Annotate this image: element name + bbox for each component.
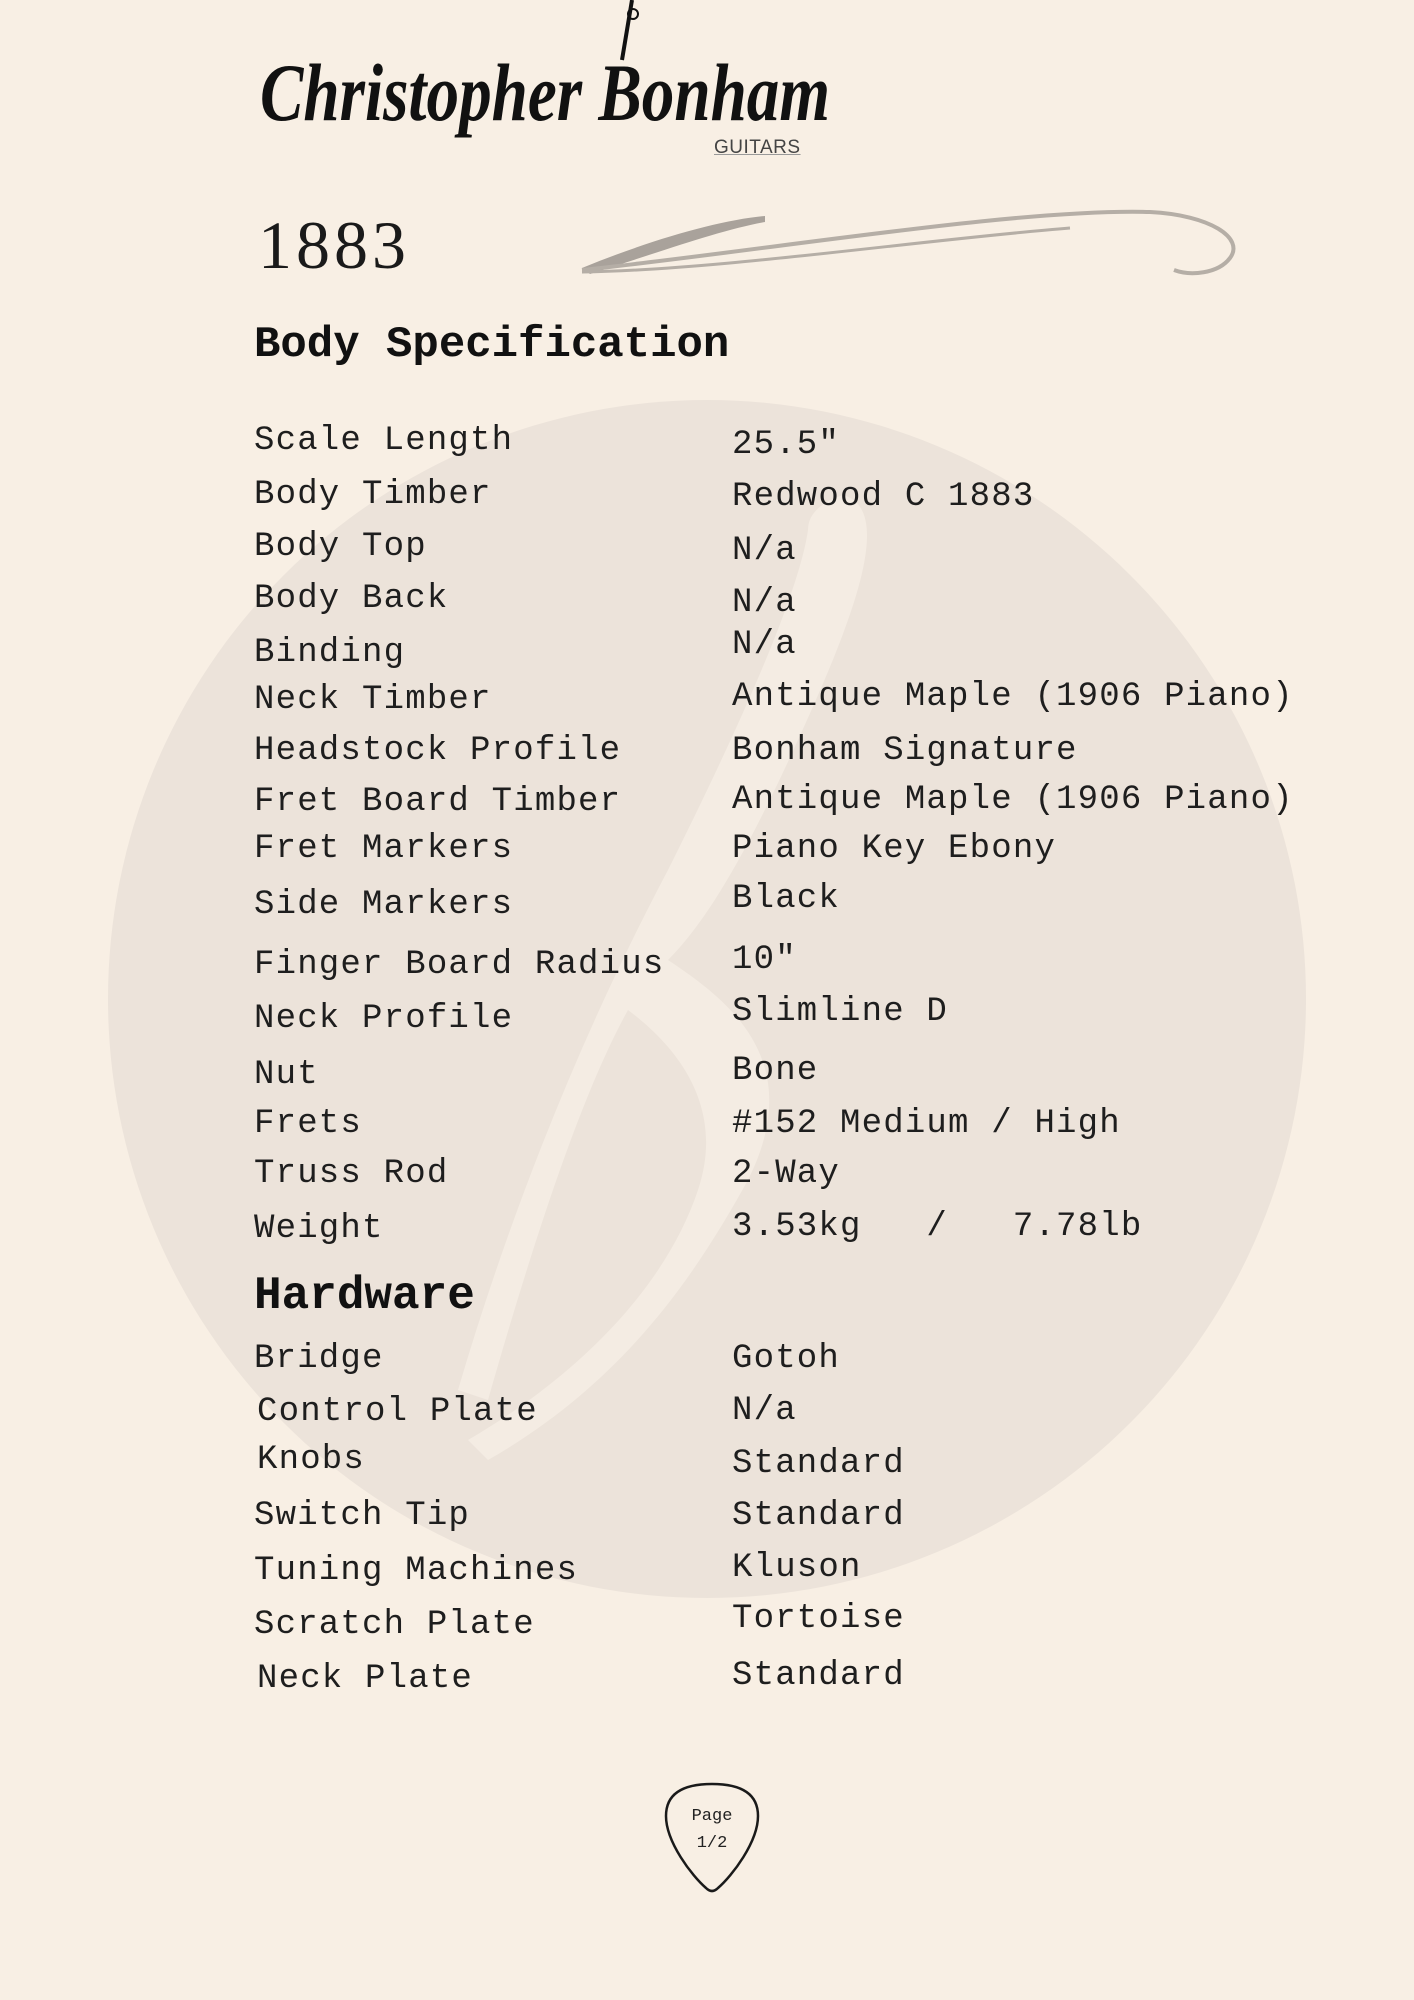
spec-value: 10" xyxy=(732,941,797,979)
spec-row-truss-rod xyxy=(254,1155,1354,1195)
spec-row-fret-markers xyxy=(254,830,1354,870)
spec-value: N/a xyxy=(732,626,797,664)
hardware-row-scratch-plate xyxy=(254,1600,1354,1646)
hardware-row-neck-plate xyxy=(254,1657,1354,1700)
spec-row-body-back xyxy=(254,580,1354,620)
spec-value: Antique Maple (1906 Piano) xyxy=(732,781,1294,819)
spec-value: Kluson xyxy=(732,1549,862,1587)
spec-label: Scale Length xyxy=(254,422,514,460)
hardware-row-bridge xyxy=(254,1340,1354,1380)
spec-row-scale-length xyxy=(254,422,1354,462)
spec-label: Neck Timber xyxy=(254,681,492,719)
spec-label: Headstock Profile xyxy=(254,732,622,770)
spec-value: 2-Way xyxy=(732,1155,841,1193)
body-spec-title: Body Specification xyxy=(254,320,730,370)
spec-value: N/a xyxy=(732,532,797,570)
hardware-row-tuning-machines xyxy=(254,1549,1354,1592)
model-number: 1883 xyxy=(258,207,410,283)
hardware-row-knobs xyxy=(254,1441,1354,1481)
spec-label: Frets xyxy=(254,1105,363,1143)
spec-value: 25.5" xyxy=(732,426,841,464)
spec-value: Standard xyxy=(732,1657,905,1695)
spec-label: Nut xyxy=(254,1056,319,1094)
spec-label: Body Back xyxy=(254,580,449,618)
spec-label: Tuning Machines xyxy=(254,1552,579,1590)
spec-row-headstock-profile xyxy=(254,732,1354,772)
spec-label: Body Timber xyxy=(254,476,492,514)
spec-label: Side Markers xyxy=(254,886,514,924)
spec-row-neck-timber xyxy=(254,678,1354,721)
brand-signature-text: Christopher Bonham xyxy=(260,47,830,138)
spec-row-body-timber xyxy=(254,476,1354,516)
spec-label: Neck Profile xyxy=(254,1000,514,1038)
spec-label: Body Top xyxy=(254,528,427,566)
spec-value: Standard xyxy=(732,1497,905,1535)
page-number: 1/2 xyxy=(696,1834,728,1853)
spec-label: Scratch Plate xyxy=(254,1606,535,1644)
spec-label: Bridge xyxy=(254,1340,384,1378)
decorative-swoosh xyxy=(570,200,1240,290)
spec-value: Piano Key Ebony xyxy=(732,830,1057,868)
spec-row-finger-board-radius xyxy=(254,941,1354,986)
hardware-row-control-plate xyxy=(254,1393,1354,1433)
spec-label: Binding xyxy=(254,634,406,672)
brand-subtitle: GUITARS xyxy=(714,137,801,158)
spec-value: N/a xyxy=(732,584,797,622)
spec-value: Bone xyxy=(732,1052,819,1090)
spec-row-neck-profile xyxy=(254,993,1354,1040)
spec-label: Knobs xyxy=(257,1441,366,1479)
spec-value: N/a xyxy=(732,1392,797,1430)
spec-value: Tortoise xyxy=(732,1600,905,1638)
spec-value: #152 Medium / High xyxy=(732,1105,1121,1143)
spec-label: Truss Rod xyxy=(254,1155,449,1193)
spec-row-fret-board-timber xyxy=(254,783,1354,823)
spec-label: Fret Board Timber xyxy=(254,783,622,821)
hardware-row-switch-tip xyxy=(254,1497,1354,1537)
spec-value: Antique Maple (1906 Piano) xyxy=(732,678,1294,716)
spec-label: Fret Markers xyxy=(254,830,514,868)
spec-row-body-top xyxy=(254,528,1354,568)
spec-row-binding xyxy=(254,626,1354,672)
spec-value: 3.53kg / 7.78lb xyxy=(732,1208,1143,1246)
spec-label: Finger Board Radius xyxy=(254,946,665,984)
page-label: Page xyxy=(691,1807,733,1826)
spec-value: Bonham Signature xyxy=(732,732,1078,770)
spec-label: Control Plate xyxy=(257,1393,538,1431)
spec-row-weight xyxy=(254,1210,1354,1250)
spec-value: Slimline D xyxy=(732,993,949,1031)
hardware-title: Hardware xyxy=(254,1270,475,1322)
spec-value: Redwood C 1883 xyxy=(732,478,1035,516)
spec-row-side-markers xyxy=(254,880,1354,926)
spec-row-nut xyxy=(254,1052,1354,1096)
spec-value: Gotoh xyxy=(732,1340,841,1378)
spec-label: Weight xyxy=(254,1210,384,1248)
spec-value: Black xyxy=(732,880,841,918)
spec-row-frets xyxy=(254,1105,1354,1145)
spec-label: Switch Tip xyxy=(254,1497,471,1535)
spec-label: Neck Plate xyxy=(257,1660,474,1698)
spec-value: Standard xyxy=(732,1445,905,1483)
